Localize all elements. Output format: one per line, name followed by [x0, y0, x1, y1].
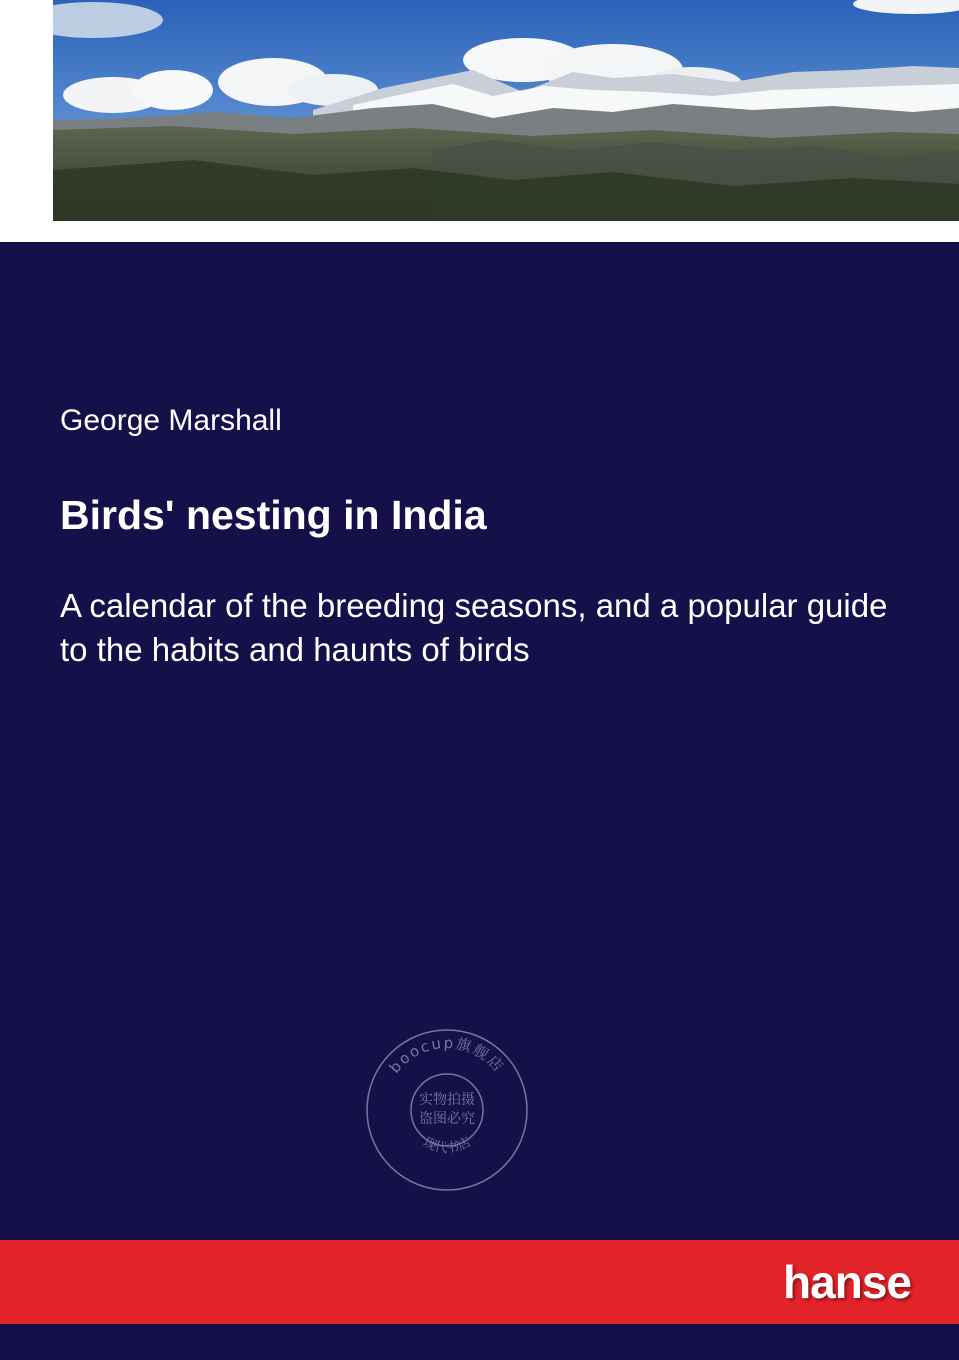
book-subtitle: A calendar of the breeding seasons, and a popular guide to the habits and haunts of birds [60, 587, 888, 668]
bottom-strip [0, 1324, 959, 1360]
book-title: Birds' nesting in India [60, 492, 487, 538]
top-white-band [0, 0, 959, 242]
author-name: George Marshall [60, 404, 282, 437]
svg-text:现代书店 [421, 1134, 474, 1157]
watermark-center-line2: 盗图必究 [419, 1111, 475, 1127]
publisher-logo: hanse [783, 1256, 911, 1308]
watermark-bottom-text: 现代书店 [420, 1134, 474, 1157]
mountain-panorama-image [53, 0, 959, 221]
watermark-center-line1: 实物拍摄 [419, 1092, 475, 1108]
watermark-top-text: boocup旗舰店 [385, 1033, 509, 1077]
watermark-seal [365, 1028, 529, 1192]
svg-text:boocup旗舰店 [386, 1034, 509, 1077]
